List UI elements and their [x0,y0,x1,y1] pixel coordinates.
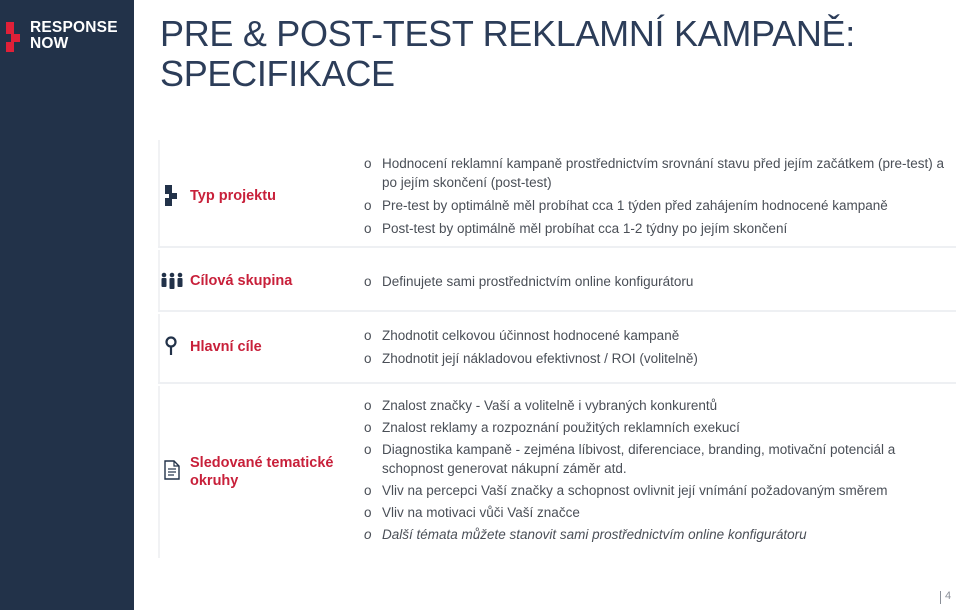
logo-line-1: RESPONSE [30,19,118,36]
logo-line-2: NOW [30,35,69,52]
list-item: o Znalost reklamy a rozpoznání použitých reklamních exekucí [364,418,948,437]
list-item: o Znalost značky - Vaší a volitelně i vybraných konkurentů [364,396,948,415]
sidebar [0,0,134,610]
list-item: o Zhodnotit její nákladovou efektivnost / ROI (volitelně) [364,349,948,368]
document-list-icon [164,460,180,480]
list-item: o Diagnostika kampaně - zejména líbivost, diferenciace, branding, motivační potenciál a schopnost generovat nákupní záměr atd. [364,440,948,478]
row-label: Cílová skupina [190,273,293,289]
row-left-divider [158,386,160,558]
page-title: PRE & POST-TEST REKLAMNÍ KAMPANĚ: SPECIFIKACE [160,13,855,94]
list-item: o Post-test by optimálně měl probíhat cca 1-2 týdny po jejím skončení [364,219,948,238]
row-label: Sledované tematické okruhy [190,455,334,489]
people-group-icon [160,272,184,290]
logo-mark-icon [6,22,20,52]
row-separator [158,310,956,312]
bullet-list [364,272,948,291]
list-item: o Další témata můžete stanovit sami prostřednictvím online konfigurátoru [364,525,948,544]
bullet-list [364,396,948,544]
row-label: Typ projektu [190,188,276,204]
row-separator [158,382,956,384]
row-left-divider [158,314,160,384]
bullet-list [364,154,948,238]
page-number: 4 [945,590,952,602]
row-label: Hlavní cíle [190,339,262,355]
list-item: o Zhodnotit celkovou účinnost hodnocené kampaně [364,326,948,345]
row-sledovane-okruhy [158,386,956,558]
page-number-divider [940,591,941,604]
row-cilova-skupina [158,250,956,312]
row-hlavni-cile [158,314,956,384]
row-separator [158,246,956,248]
puzzle-icon [163,185,181,207]
list-item: o Definujete sami prostřednictvím online konfigurátoru [364,272,948,291]
row-typ-projektu [158,140,956,248]
bullet-list [364,326,948,368]
response-now-logo [6,20,126,54]
list-item: o Vliv na motivaci vůči Vaší značce [364,503,948,522]
row-left-divider [158,140,160,248]
list-item: o Hodnocení reklamní kampaně prostřednictvím srovnání stavu před jejím začátkem (pre-test) a po jejím skončení (post-test) [364,154,948,192]
logo-text [30,20,118,52]
list-item: o Vliv na percepci Vaší značky a schopnost ovlivnit její vnímání požadovaným směrem [364,481,948,500]
list-item: o Pre-test by optimálně měl probíhat cca 1 týden před zahájením hodnocené kampaně [364,196,948,215]
map-pin-icon [164,336,178,358]
